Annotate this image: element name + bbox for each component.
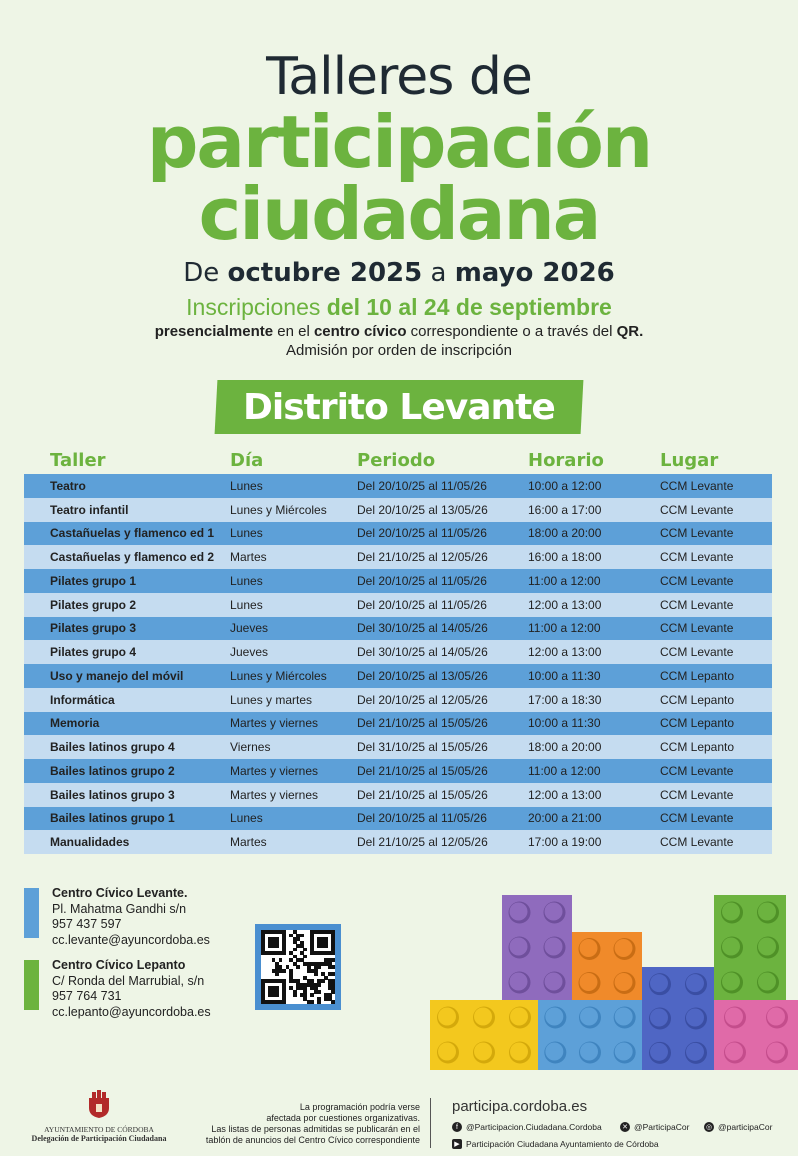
table-row bbox=[24, 783, 772, 807]
cell-horario: 10:00 a 11:30 bbox=[528, 716, 601, 731]
cell-periodo: Del 31/10/25 al 15/05/26 bbox=[357, 740, 488, 755]
lego-stud-top bbox=[725, 1043, 743, 1061]
cell-dia: Lunes bbox=[230, 811, 263, 826]
contact-address: Pl. Mahatma Gandhi s/n bbox=[52, 901, 187, 916]
cell-lugar: CCM Lepanto bbox=[660, 692, 735, 707]
contact-name: Centro Cívico Lepanto bbox=[52, 958, 186, 972]
cell-dia: Lunes bbox=[230, 526, 263, 541]
lego-stud-top bbox=[510, 1008, 528, 1026]
cell-taller: Castañuelas y flamenco ed 2 bbox=[50, 550, 215, 565]
cell-lugar: CCM Levante bbox=[660, 763, 734, 778]
contact-lepanto bbox=[24, 958, 211, 1020]
title-line-3: ciudadana bbox=[198, 172, 600, 256]
lego-stud-top bbox=[580, 1008, 598, 1026]
table-header bbox=[24, 450, 772, 474]
cell-periodo: Del 30/10/25 al 14/05/26 bbox=[357, 621, 488, 636]
cell-lugar: CCM Levante bbox=[660, 811, 734, 826]
instagram-link[interactable] bbox=[704, 1122, 772, 1132]
disclaimer-line: La programación podría verse bbox=[299, 1102, 420, 1112]
cell-lugar: CCM Levante bbox=[660, 502, 734, 517]
lego-stud-top bbox=[615, 1043, 633, 1061]
disclaimer-line: afectada por cuestiones organizativas. bbox=[266, 1113, 420, 1123]
lego-stud-top bbox=[545, 1008, 563, 1026]
cell-horario: 18:00 a 20:00 bbox=[528, 526, 602, 541]
cell-dia: Lunes y Miércoles bbox=[230, 502, 327, 517]
contact-address: C/ Ronda del Marrubial, s/n bbox=[52, 973, 205, 988]
cell-dia: Lunes y martes bbox=[230, 692, 313, 707]
cell-periodo: Del 20/10/25 al 11/05/26 bbox=[357, 478, 487, 493]
lego-stud-top bbox=[510, 973, 528, 991]
lego-stud-top bbox=[615, 1008, 633, 1026]
contact-email[interactable]: cc.levante@ayuncordoba.es bbox=[52, 932, 210, 947]
cell-lugar: CCM Lepanto bbox=[660, 740, 735, 755]
lego-stud-top bbox=[722, 938, 740, 956]
lego-stud-top bbox=[545, 973, 563, 991]
table-row bbox=[24, 617, 772, 641]
cell-dia: Lunes bbox=[230, 597, 263, 612]
table-row bbox=[24, 735, 772, 759]
cell-taller: Informática bbox=[50, 692, 115, 707]
cell-lugar: CCM Levante bbox=[660, 597, 734, 612]
col-horario: Horario bbox=[528, 450, 604, 471]
x-link[interactable] bbox=[620, 1122, 689, 1132]
lego-stud-top bbox=[510, 1043, 528, 1061]
cell-periodo: Del 20/10/25 al 11/05/26 bbox=[357, 811, 487, 826]
qr-code[interactable] bbox=[255, 924, 341, 1010]
lego-stud-top bbox=[545, 1043, 563, 1061]
contact-phone[interactable]: 957 437 597 bbox=[52, 917, 122, 931]
ayuntamiento-logo bbox=[24, 1090, 174, 1143]
cell-periodo: Del 21/10/25 al 15/05/26 bbox=[357, 716, 488, 731]
lego-stud-top bbox=[580, 939, 598, 957]
cell-horario: 17:00 a 19:00 bbox=[528, 835, 602, 850]
cell-lugar: CCM Lepanto bbox=[660, 668, 735, 683]
cell-taller: Teatro bbox=[50, 478, 86, 493]
cell-horario: 17:00 a 18:30 bbox=[528, 692, 602, 707]
table-row bbox=[24, 593, 772, 617]
lego-stud-top bbox=[650, 974, 668, 992]
lego-stud-top bbox=[510, 938, 528, 956]
x-handle: @ParticipaCor bbox=[634, 1122, 690, 1132]
cell-periodo: Del 30/10/25 al 14/05/26 bbox=[357, 645, 488, 660]
cell-horario: 11:00 a 12:00 bbox=[528, 573, 601, 588]
x-icon: ✕ bbox=[620, 1122, 630, 1132]
cell-taller: Bailes latinos grupo 2 bbox=[50, 763, 175, 778]
lego-stud-top bbox=[580, 973, 598, 991]
disclaimer-line: tablón de anuncios del Centro Cívico correspondiente bbox=[205, 1135, 420, 1145]
table-row bbox=[24, 830, 772, 854]
cell-lugar: CCM Levante bbox=[660, 835, 734, 850]
presencial-line: presencialmente en el centro cívico correspondiente o a través del QR. bbox=[154, 323, 644, 340]
lego-stud-top bbox=[722, 973, 740, 991]
cell-taller: Pilates grupo 1 bbox=[50, 573, 137, 588]
table-row bbox=[24, 640, 772, 664]
contact-levante-bar bbox=[24, 888, 39, 938]
lego-stud-top bbox=[474, 1043, 492, 1061]
header bbox=[0, 48, 798, 359]
cell-periodo: Del 20/10/25 al 12/05/26 bbox=[357, 692, 488, 707]
lego-stud-top bbox=[438, 1043, 456, 1061]
table-row bbox=[24, 498, 772, 522]
dates-line: De octubre 2025 a mayo 2026 bbox=[183, 258, 615, 288]
lego-stud-top bbox=[650, 1043, 668, 1061]
contact-email[interactable]: cc.lepanto@ayuncordoba.es bbox=[52, 1004, 211, 1019]
inscription-line: Inscripciones del 10 al 24 de septiembre bbox=[186, 294, 612, 320]
youtube-icon: ▶ bbox=[452, 1139, 462, 1149]
youtube-link[interactable] bbox=[452, 1139, 659, 1149]
table-row bbox=[24, 807, 772, 831]
lego-stud-top bbox=[615, 939, 633, 957]
title-line-1: Talleres de bbox=[266, 47, 532, 107]
cell-taller: Memoria bbox=[50, 716, 100, 731]
qr-pattern bbox=[261, 930, 335, 1004]
cell-taller: Pilates grupo 3 bbox=[50, 621, 137, 636]
lego-stud-top bbox=[722, 903, 740, 921]
table-row bbox=[24, 522, 772, 546]
cell-horario: 16:00 a 18:00 bbox=[528, 550, 602, 565]
cell-dia: Martes y viernes bbox=[230, 763, 319, 778]
cell-horario: 10:00 a 12:00 bbox=[528, 478, 602, 493]
table-row bbox=[24, 545, 772, 569]
lego-stud-top bbox=[767, 1008, 785, 1026]
cell-taller: Pilates grupo 2 bbox=[50, 597, 137, 612]
table-row bbox=[24, 759, 772, 783]
table-row bbox=[24, 569, 772, 593]
lego-stud-top bbox=[474, 1008, 492, 1026]
lego-stud-top bbox=[580, 1043, 598, 1061]
table-row bbox=[24, 474, 772, 498]
lego-stud-top bbox=[650, 1009, 668, 1027]
lego-stud-top bbox=[438, 1008, 456, 1026]
cell-horario: 12:00 a 13:00 bbox=[528, 597, 602, 612]
facebook-icon: f bbox=[452, 1122, 462, 1132]
ayto-name: AYUNTAMIENTO DE CÓRDOBA bbox=[44, 1125, 154, 1134]
disclaimer bbox=[170, 1102, 420, 1146]
cell-lugar: CCM Levante bbox=[660, 645, 734, 660]
cell-periodo: Del 21/10/25 al 12/05/26 bbox=[357, 550, 488, 565]
cell-lugar: CCM Lepanto bbox=[660, 716, 735, 731]
footer bbox=[0, 1080, 798, 1156]
cell-periodo: Del 21/10/25 al 15/05/26 bbox=[357, 787, 488, 802]
cell-dia: Jueves bbox=[230, 621, 269, 636]
table-row bbox=[24, 688, 772, 712]
cell-horario: 18:00 a 20:00 bbox=[528, 740, 602, 755]
cell-periodo: Del 20/10/25 al 11/05/26 bbox=[357, 573, 487, 588]
instagram-icon: ◎ bbox=[705, 1124, 713, 1131]
admission-line: Admisión por orden de inscripción bbox=[286, 342, 512, 359]
lego-stud-top bbox=[725, 1008, 743, 1026]
cell-dia: Jueves bbox=[230, 645, 269, 660]
cell-lugar: CCM Levante bbox=[660, 787, 734, 802]
cell-periodo: Del 21/10/25 al 15/05/26 bbox=[357, 763, 488, 778]
facebook-link[interactable] bbox=[452, 1122, 602, 1132]
cell-periodo: Del 20/10/25 al 11/05/26 bbox=[357, 526, 487, 541]
cell-taller: Pilates grupo 4 bbox=[50, 645, 137, 660]
lego-bricks-illustration bbox=[430, 895, 798, 1070]
district-label: Distrito Levante bbox=[243, 386, 555, 428]
cell-dia: Martes y viernes bbox=[230, 787, 319, 802]
cell-dia: Viernes bbox=[230, 740, 271, 755]
cell-periodo: Del 20/10/25 al 13/05/26 bbox=[357, 502, 488, 517]
cell-periodo: Del 20/10/25 al 11/05/26 bbox=[357, 597, 487, 612]
cell-lugar: CCM Levante bbox=[660, 526, 734, 541]
crest-icon bbox=[87, 1090, 111, 1118]
website-link[interactable]: participa.cordoba.es bbox=[452, 1098, 588, 1115]
cell-lugar: CCM Levante bbox=[660, 573, 734, 588]
cell-lugar: CCM Levante bbox=[660, 621, 734, 636]
cell-horario: 12:00 a 13:00 bbox=[528, 787, 602, 802]
cell-taller: Bailes latinos grupo 4 bbox=[50, 740, 175, 755]
cell-dia: Martes bbox=[230, 835, 267, 850]
cell-horario: 10:00 a 11:30 bbox=[528, 668, 601, 683]
cell-dia: Martes y viernes bbox=[230, 716, 319, 731]
cell-periodo: Del 21/10/25 al 12/05/26 bbox=[357, 835, 488, 850]
instagram-handle: @participaCor bbox=[718, 1122, 773, 1132]
lego-stud-top bbox=[686, 974, 704, 992]
cell-dia: Lunes y Miércoles bbox=[230, 668, 327, 683]
cell-lugar: CCM Levante bbox=[660, 478, 734, 493]
lego-stud-top bbox=[686, 1009, 704, 1027]
contact-name: Centro Cívico Levante. bbox=[52, 886, 188, 900]
table-row bbox=[24, 712, 772, 736]
cell-periodo: Del 20/10/25 al 13/05/26 bbox=[357, 668, 488, 683]
cell-taller: Manualidades bbox=[50, 835, 130, 850]
contact-levante bbox=[24, 886, 211, 948]
col-lugar: Lugar bbox=[660, 450, 719, 471]
facebook-handle: @Participacion.Ciudadana.Cordoba bbox=[466, 1122, 602, 1132]
col-periodo: Periodo bbox=[357, 450, 436, 471]
col-taller: Taller bbox=[50, 450, 106, 471]
lego-stud-top bbox=[615, 973, 633, 991]
cell-taller: Teatro infantil bbox=[50, 502, 129, 517]
youtube-handle: Participación Ciudadana Ayuntamiento de Córdoba bbox=[466, 1139, 659, 1149]
title-line-2: participación bbox=[146, 100, 652, 184]
cell-dia: Lunes bbox=[230, 573, 263, 588]
disclaimer-line: Las listas de personas admitidas se publicarán en el bbox=[211, 1124, 420, 1134]
cell-horario: 11:00 a 12:00 bbox=[528, 763, 601, 778]
lego-stud-top bbox=[758, 973, 776, 991]
lego-stud-top bbox=[686, 1043, 704, 1061]
lego-stud-top bbox=[545, 903, 563, 921]
table-row bbox=[24, 664, 772, 688]
lego-stud-top bbox=[758, 903, 776, 921]
cell-horario: 20:00 a 21:00 bbox=[528, 811, 602, 826]
lego-stud-top bbox=[767, 1043, 785, 1061]
cell-horario: 11:00 a 12:00 bbox=[528, 621, 601, 636]
contact-lepanto-bar bbox=[24, 960, 39, 1010]
lego-stud-top bbox=[758, 938, 776, 956]
district-badge bbox=[215, 380, 584, 434]
footer-divider bbox=[430, 1098, 431, 1148]
cell-taller: Uso y manejo del móvil bbox=[50, 668, 184, 683]
cell-dia: Lunes bbox=[230, 478, 263, 493]
cell-horario: 12:00 a 13:00 bbox=[528, 645, 602, 660]
workshop-table bbox=[24, 474, 772, 854]
contact-phone[interactable]: 957 764 731 bbox=[52, 989, 122, 1003]
cell-taller: Bailes latinos grupo 3 bbox=[50, 787, 175, 802]
contacts bbox=[24, 886, 211, 1030]
delegation-name: Delegación de Participación Ciudadana bbox=[31, 1134, 167, 1143]
cell-taller: Bailes latinos grupo 1 bbox=[50, 811, 175, 826]
lego-stud-top bbox=[545, 938, 563, 956]
cell-dia: Martes bbox=[230, 550, 267, 565]
lego-stud-top bbox=[510, 903, 528, 921]
col-dia: Día bbox=[230, 450, 264, 471]
cell-horario: 16:00 a 17:00 bbox=[528, 502, 602, 517]
cell-taller: Castañuelas y flamenco ed 1 bbox=[50, 526, 215, 541]
cell-lugar: CCM Levante bbox=[660, 550, 734, 565]
